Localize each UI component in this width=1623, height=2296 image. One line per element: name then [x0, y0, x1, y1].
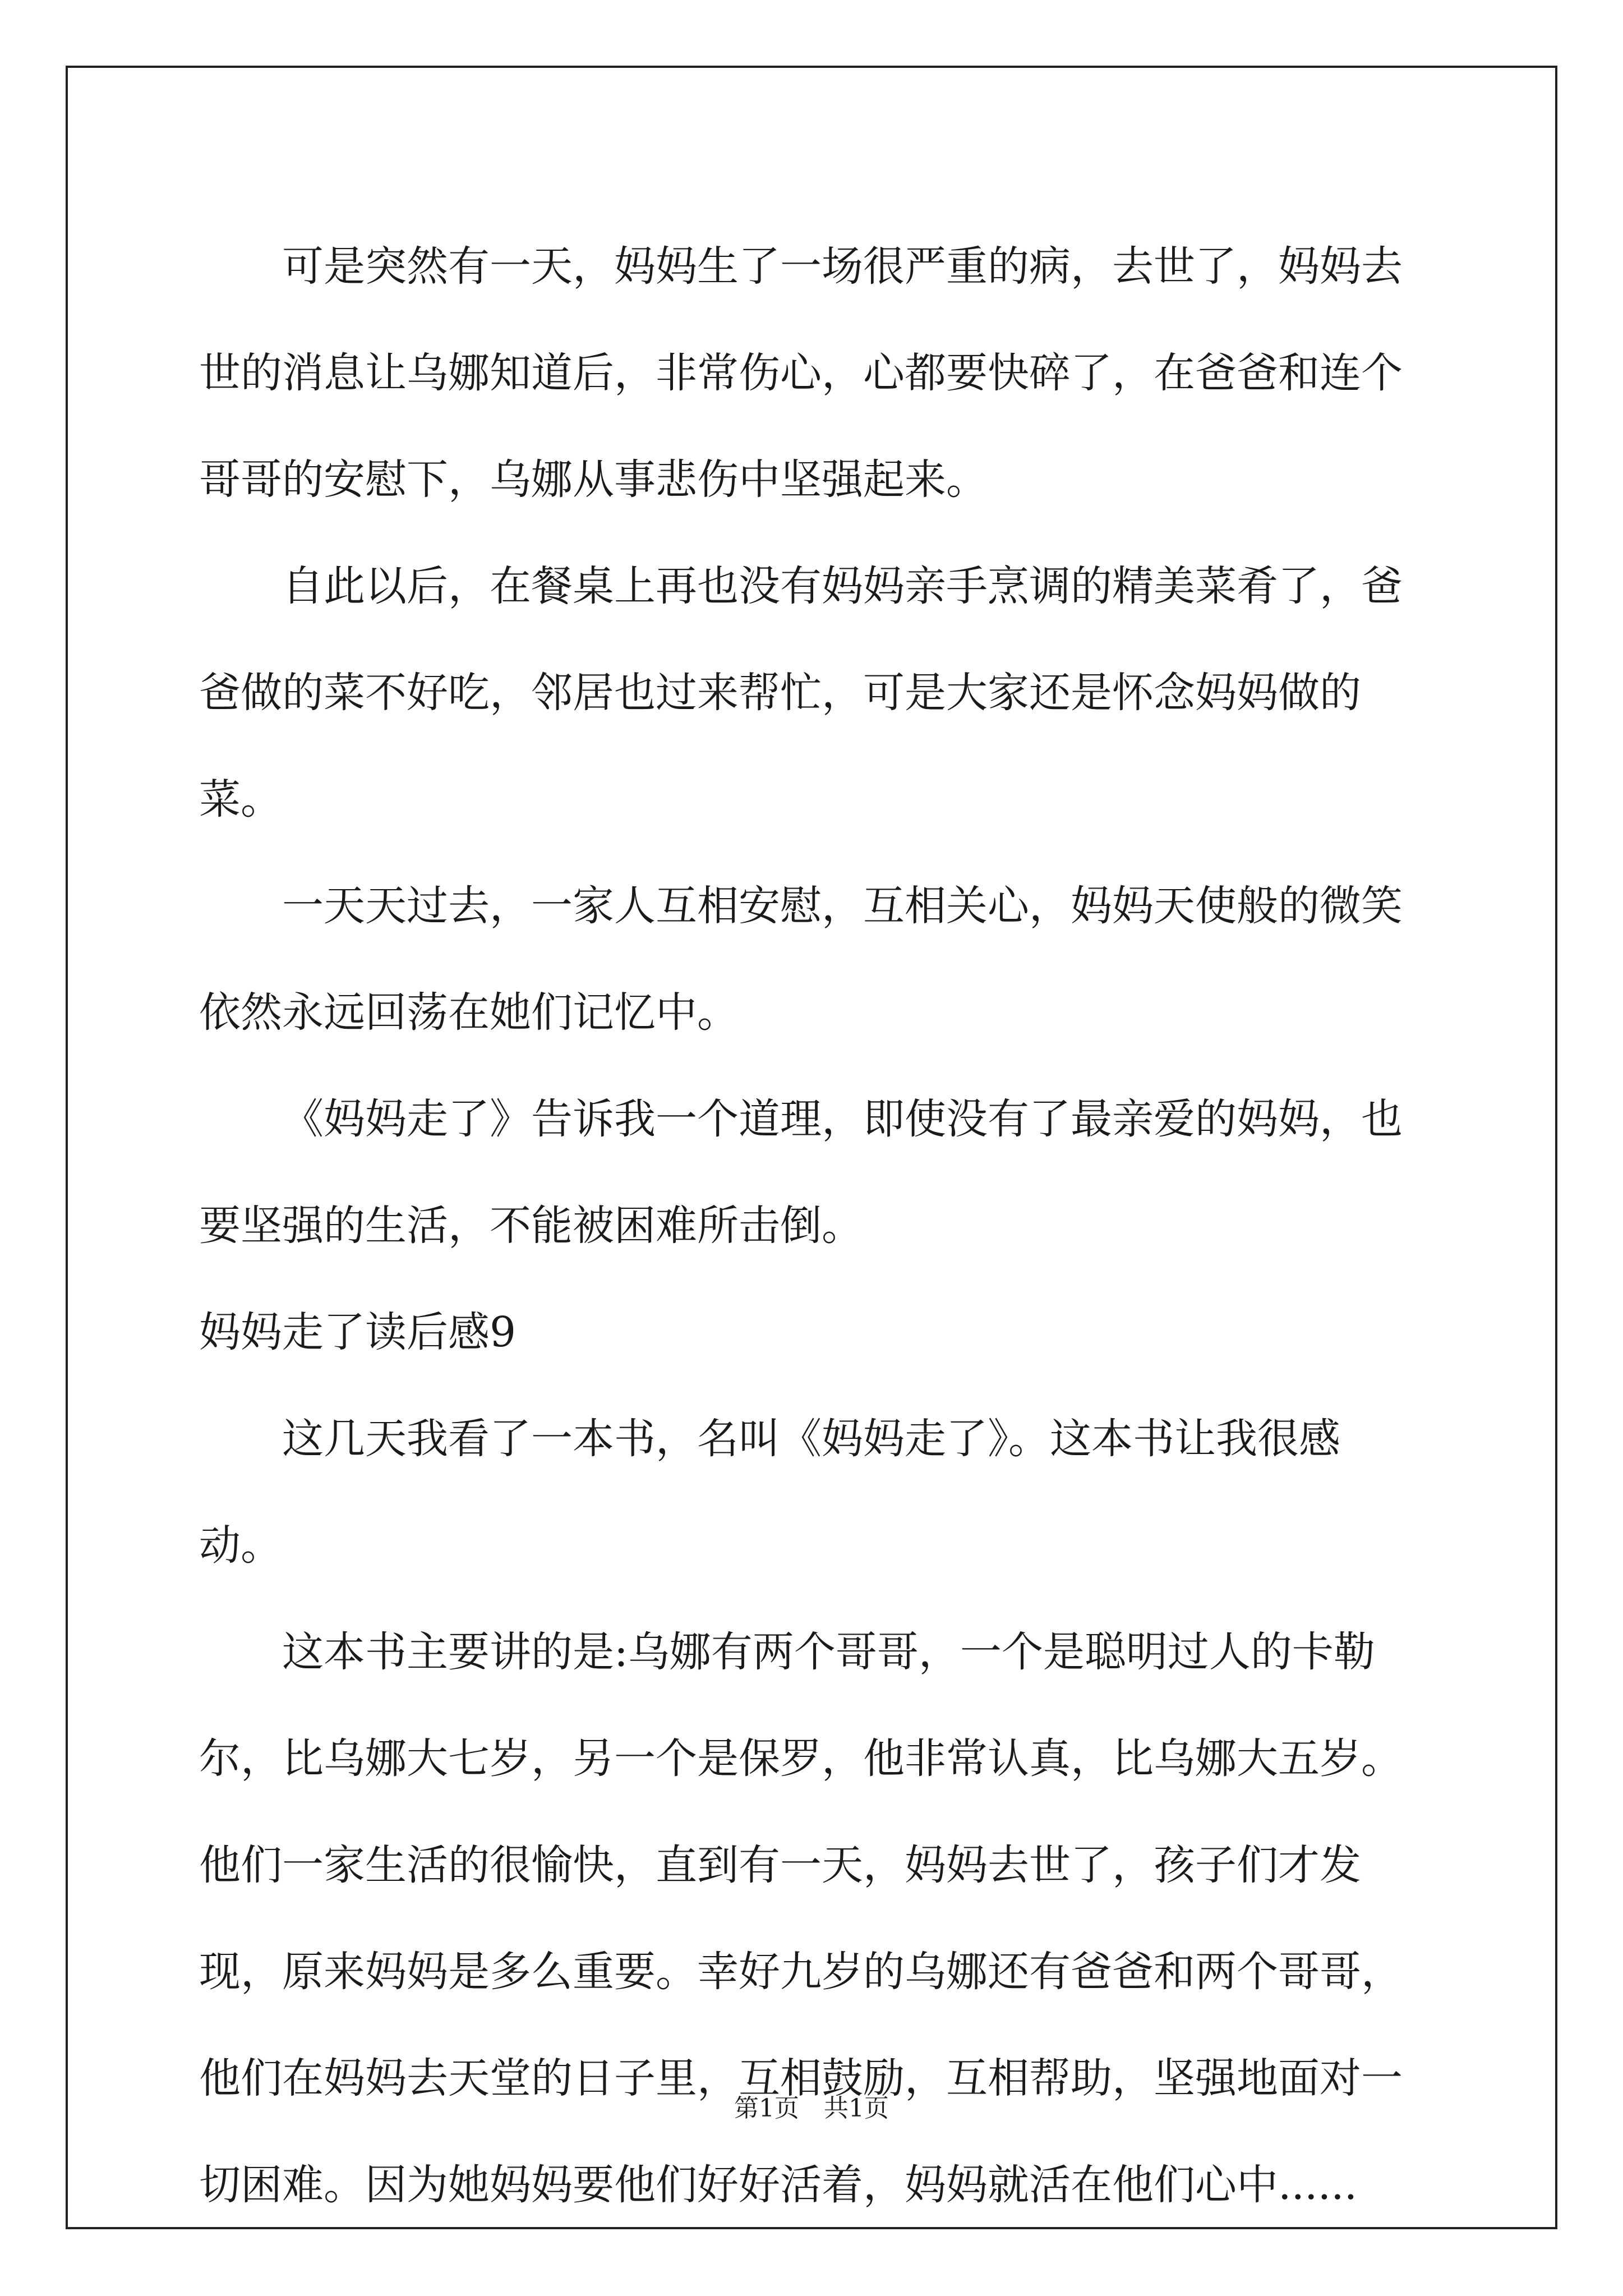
- paragraph: 这几天我看了一本书，名叫《妈妈走了》。这本书让我很感动。: [199, 1415, 1340, 1570]
- document-body: [199, 213, 1422, 2238]
- paragraph: 可是突然有一天，妈妈生了一场很严重的病，去世了，妈妈去世的消息让乌娜知道后，非常伤心，心都要快碎了，在爸爸和连个哥哥的安慰下，乌娜从事悲伤中坚强起来。: [199, 242, 1403, 504]
- paragraph: 《妈妈走了》告诉我一个道理，即使没有了最亲爱的妈妈，也要坚强的生活，不能被困难所击倒。: [199, 1095, 1403, 1250]
- paragraph: 这本书主要讲的是:乌娜有两个哥哥，一个是聪明过人的卡勒尔，比乌娜大七岁，另一个是保罗，他非常认真，比乌娜大五岁。他们一家生活的很愉快，直到有一天，妈妈去世了，孩子们才发现，原来妈妈是多么重要。幸好九岁的乌娜还有爸爸和两个哥哥，他们在妈妈去天堂的日子里，互相鼓励，互相帮助，坚强地面对一切困难。因为她妈妈要他们好好活着，妈妈就活在他们心中......: [199, 1628, 1403, 2209]
- paragraph: 一天天过去，一家人互相安慰，互相关心，妈妈天使般的微笑依然永远回荡在她们记忆中。: [199, 882, 1403, 1037]
- paragraph: 自此以后，在餐桌上再也没有妈妈亲手烹调的精美菜肴了，爸爸做的菜不好吃，邻居也过来帮忙，可是大家还是怀念妈妈做的菜。: [199, 562, 1403, 823]
- page-footer: 第1页 共1页: [734, 2094, 889, 2123]
- section-heading: 妈妈走了读后感9: [199, 1308, 517, 1356]
